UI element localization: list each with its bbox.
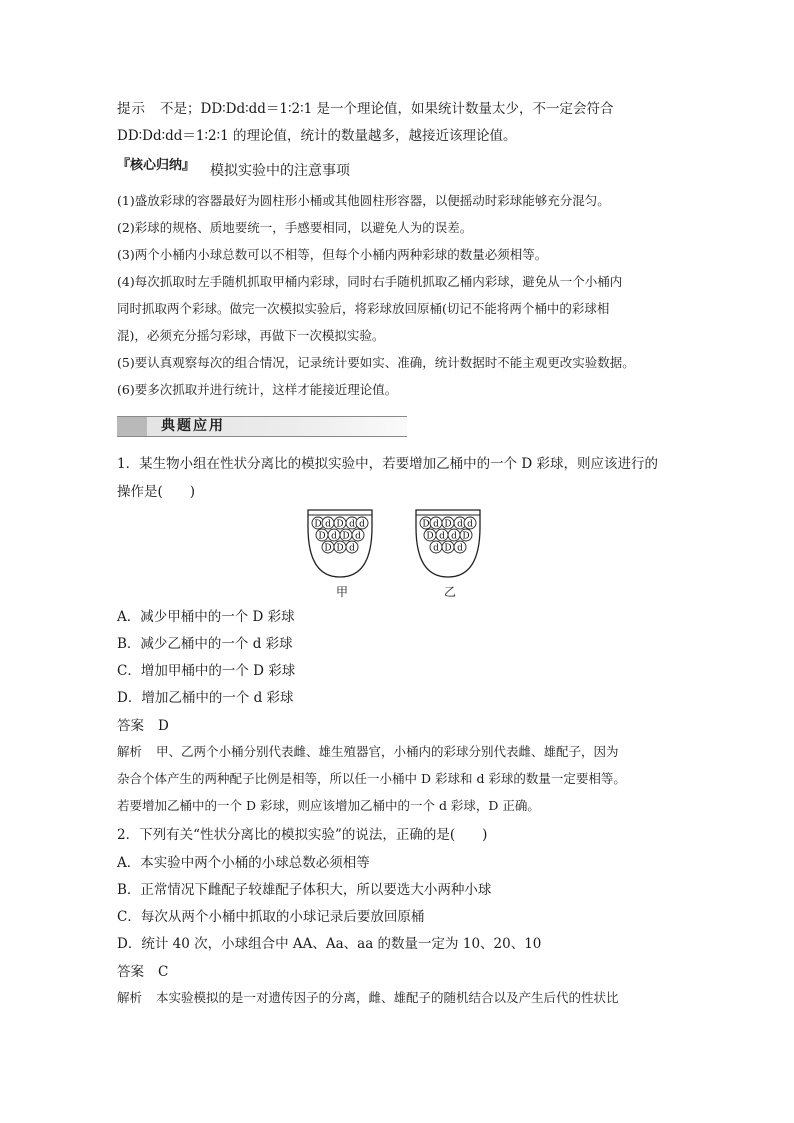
bucket-yi-ball-label: d	[433, 543, 439, 554]
bucket-yi-ball-label: D	[426, 531, 434, 542]
q2-answer-value: C	[158, 964, 169, 980]
q1-analysis-line-2: 杂合个体产生的两种配子比例是相等，所以任一小桶中 D 彩球和 d 彩球的数量一定要相等。	[117, 771, 626, 786]
bucket-yi-ball-label: d	[457, 543, 463, 554]
summary-line-7: (5)要认真观察每次的组合情况，记录统计要如实、准确，统计数据时不能主观更改实验数据。	[117, 355, 635, 370]
q2-stem: 2．下列有关“性状分离比的模拟实验”的说法，正确的是( )	[117, 827, 488, 843]
q2-analysis-label: 解析	[117, 990, 143, 1005]
summary-title: 模拟实验中的注意事项	[210, 163, 350, 179]
summary-line-1: (1)盛放彩球的容器最好为圆柱形小桶或其他圆柱形容器，以便摇动时彩球能够充分混匀。	[117, 193, 610, 208]
bucket-jia-ball-label: D	[314, 519, 322, 530]
summary-line-5: 同时抓取两个彩球。做完一次模拟实验后，将彩球放回原桶(切记不能将两个桶中的彩球相	[117, 301, 610, 316]
q1-option-a: A．减少甲桶中的一个 D 彩球	[117, 609, 295, 625]
bucket-jia-ball-label: d	[359, 519, 365, 530]
bucket-yi-caption: 乙	[444, 585, 457, 599]
q1-analysis-line-3: 若要增加乙桶中的一个 D 彩球，则应该增加乙桶中的一个 d 彩球，D 正确。	[117, 798, 540, 813]
bucket-jia-ball-label: d	[349, 543, 355, 554]
bucket-yi-ball-label: d	[467, 519, 473, 530]
section-title: 典题应用	[161, 418, 225, 434]
q1-figure	[300, 505, 500, 604]
buckets-diagram	[300, 505, 500, 600]
bucket-yi-ball-label: D	[422, 519, 430, 530]
q1-stem-line-1: 1．某生物小组在性状分离比的模拟实验中，若要增加乙桶中的一个 D 彩球，则应该进行的	[117, 456, 658, 472]
q1-option-c: C．增加甲桶中的一个 D 彩球	[117, 663, 296, 679]
q1-option-b: B．减少乙桶中的一个 d 彩球	[117, 636, 293, 652]
q2-answer-label: 答案	[117, 964, 144, 980]
q2-analysis-text-1: 本实验模拟的是一对遗传因子的分离，雌、雄配子的随机结合以及产生后代的性状比	[156, 990, 619, 1005]
q1-analysis-line-1	[117, 742, 619, 760]
q2-option-a: A．本实验中两个小桶的小球总数必须相等	[117, 855, 370, 871]
bucket-jia-ball-label: D	[318, 531, 326, 542]
bucket-yi-ball-label: D	[444, 519, 452, 530]
summary-line-3: (3)两个小桶内小球总数可以不相等，但每个小桶内两种彩球的数量必须相等。	[117, 247, 548, 262]
bucket-jia	[308, 510, 372, 577]
bucket-yi-ball-label: d	[451, 531, 457, 542]
q1-option-d: D．增加乙桶中的一个 d 彩球	[117, 690, 294, 706]
bucket-jia-ball-label: D	[342, 531, 350, 542]
section-header-bar	[117, 416, 407, 437]
bucket-jia-ball-label: D	[324, 543, 332, 554]
q2-option-b: B．正常情况下雌配子较雄配子体积大，所以要选大小两种小球	[117, 882, 492, 898]
bucket-yi-ball-label: D	[462, 531, 470, 542]
summary-bracket-label: 『核心归纳』	[117, 158, 196, 173]
bucket-jia-ball-label: d	[325, 519, 331, 530]
hint-line-1	[117, 97, 614, 117]
q1-answer-value: D	[158, 718, 169, 734]
bucket-jia-ball-label: d	[355, 531, 361, 542]
q2-option-c: C．每次从两个小桶中抓取的小球记录后要放回原桶	[117, 909, 425, 925]
summary-line-4: (4)每次抓取时左手随机抓取甲桶内彩球，同时右手随机抓取乙桶内彩球，避免从一个小桶内	[117, 274, 623, 289]
bucket-yi-ball-label: d	[457, 519, 463, 530]
bucket-yi-ball-label: d	[439, 531, 445, 542]
q1-stem-line-2: 操作是( )	[117, 484, 196, 500]
bucket-yi	[416, 510, 480, 577]
bucket-jia-ball-label: D	[336, 543, 344, 554]
bucket-yi-ball-label: D	[444, 543, 452, 554]
summary-line-6: 混)，必须充分摇匀彩球，再做下一次模拟实验。	[117, 328, 385, 343]
q1-analysis-text-1: 甲、乙两个小桶分别代表雌、雄生殖器官，小桶内的彩球分别代表雌、雄配子，因为	[156, 744, 619, 759]
q2-option-d: D．统计 40 次，小球组合中 AA、Aa、aa 的数量一定为 10、20、10	[117, 936, 542, 952]
q1-answer	[117, 714, 169, 734]
bucket-jia-caption: 甲	[336, 585, 349, 599]
bucket-jia-ball-label: d	[349, 519, 355, 530]
bucket-jia-ball-label: d	[331, 531, 337, 542]
q1-analysis-label: 解析	[117, 744, 143, 759]
q2-answer	[117, 960, 168, 980]
bucket-jia-ball-label: D	[336, 519, 344, 530]
summary-line-2: (2)彩球的规格、质地要统一，手感要相同，以避免人为的误差。	[117, 220, 473, 235]
hint-line-2: DD∶Dd∶dd＝1∶2∶1 的理论值，统计的数量越多，越接近该理论值。	[117, 128, 517, 144]
hint-label: 提示	[117, 101, 146, 117]
bucket-yi-ball-label: d	[433, 519, 439, 530]
q2-analysis-line-1	[117, 988, 619, 1006]
q1-answer-label: 答案	[117, 718, 144, 734]
hint-text-1: 不是；DD∶Dd∶dd＝1∶2∶1 是一个理论值，如果统计数量太少，不一定会符合	[160, 101, 614, 117]
summary-line-8: (6)要多次抓取并进行统计，这样才能接近理论值。	[117, 382, 398, 397]
